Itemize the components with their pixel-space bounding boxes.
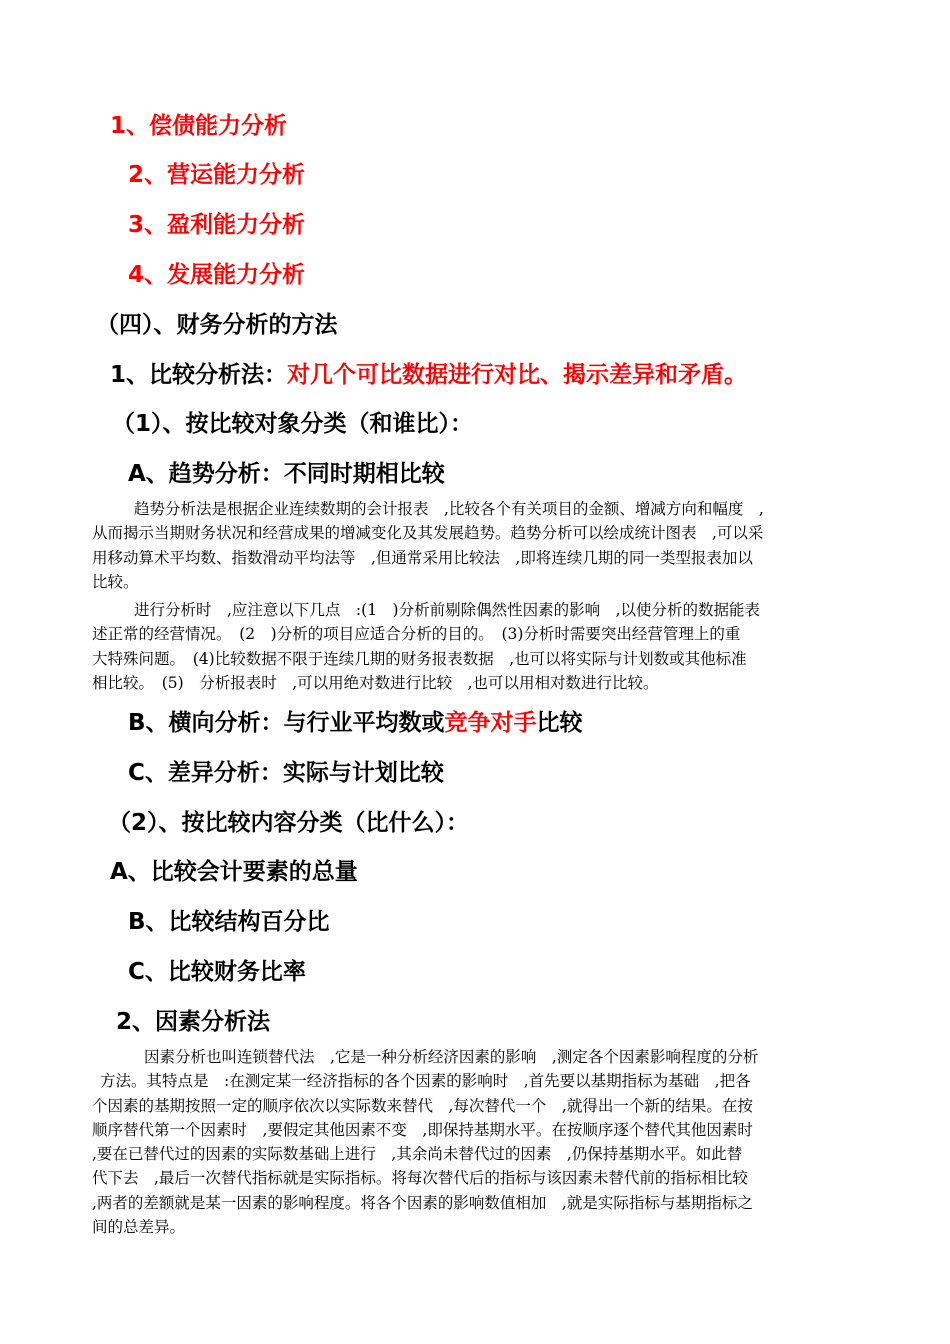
heading-methods: （四）、财务分析的方法 <box>96 312 338 338</box>
heading-development: 4、发展能力分析 <box>128 262 306 288</box>
heading-by-content: （2）、按比较内容分类（比什么）： <box>108 810 470 836</box>
heading-by-object: （1）、按比较对象分类（和谁比）： <box>112 411 474 437</box>
heading-operation: 2、营运能力分析 <box>128 162 306 188</box>
paragraph-factor: 因素分析也叫连锁替代法 ,它是一种分析经济因素的影响 ,测定各个因素影响程度的分析 方法。其特点是 :在测定某一经济指标的各个因素的影响时 ,首先要以基期指标为基础 ,把各 个因素的基期按照一定的顺序依次以实际数来替代 ,每次替代一个 ,就得出一个新的结果。在按 顺序替代第一个因素时 ,要假定其他因素不变 ,即保持基期水平。在按顺序逐个替代其他因素时 ,要在已替代过的因素的实际数基础上进行 ,其余尚未替代过的因素 ,仍保持基期水平。如此替 代下去 ,最后一次替代指标就是实际指标。将每次替代后的指标与该因素未替代前的指标相比较 ,两者的差额就是某一因素的影响程度。将各个因素的影响数值相加 ,就是实际指标与基期指标之 间的总差异。 <box>92 1048 759 1237</box>
comparison-title: 1、比较分析法： <box>110 362 288 388</box>
competitor-highlight: 竞争对手 <box>444 710 537 736</box>
comparison-desc: 对几个可比数据进行对比、揭示差异和矛盾。 <box>287 362 748 388</box>
heading-content-a: A、比较会计要素的总量 <box>110 859 358 885</box>
heading-profitability: 3、盈利能力分析 <box>128 212 306 238</box>
heading-comparison-method <box>110 360 747 390</box>
heading-content-c: C、比较财务比率 <box>128 959 306 985</box>
heading-horizontal-analysis: B、横向分析：与行业平均数或竞争对手比较 <box>128 710 583 736</box>
heading-factor-analysis: 2、因素分析法 <box>116 1009 271 1035</box>
heading-content-b: B、比较结构百分比 <box>128 909 330 935</box>
paragraph-trend-1: 趋势分析法是根据企业连续数期的会计报表 ,比较各个有关项目的金额、增减方向和幅度 , 从而揭示当期财务状况和经营成果的增减变化及其发展趋势。趋势分析可以绘成统计图表 ,可以采 用移动算术平均数、指数滑动平均法等 ,但通常采用比较法 ,即将连续几期的同一类型报表加以 比较。 <box>92 500 764 591</box>
heading-solvency: 1、偿债能力分析 <box>110 113 288 139</box>
paragraph-trend-2: 进行分析时 ,应注意以下几点 :(1 )分析前剔除偶然性因素的影响 ,以使分析的数据能表 述正常的经营情况。 (2 )分析的项目应适合分析的目的。 (3)分析时需要突出经营管理上的重 大特殊问题。 (4)比较数据不限于连续几期的财务报表数据 ,也可以将实际与计划数或其他标准 相比较。 (5) 分析报表时 ,可以用绝对数进行比较 ,也可以用相对数进行比较。 <box>92 601 761 692</box>
heading-variance-analysis: C、差异分析：实际与计划比较 <box>128 760 444 786</box>
heading-trend-analysis: A、趋势分析：不同时期相比较 <box>128 461 445 487</box>
